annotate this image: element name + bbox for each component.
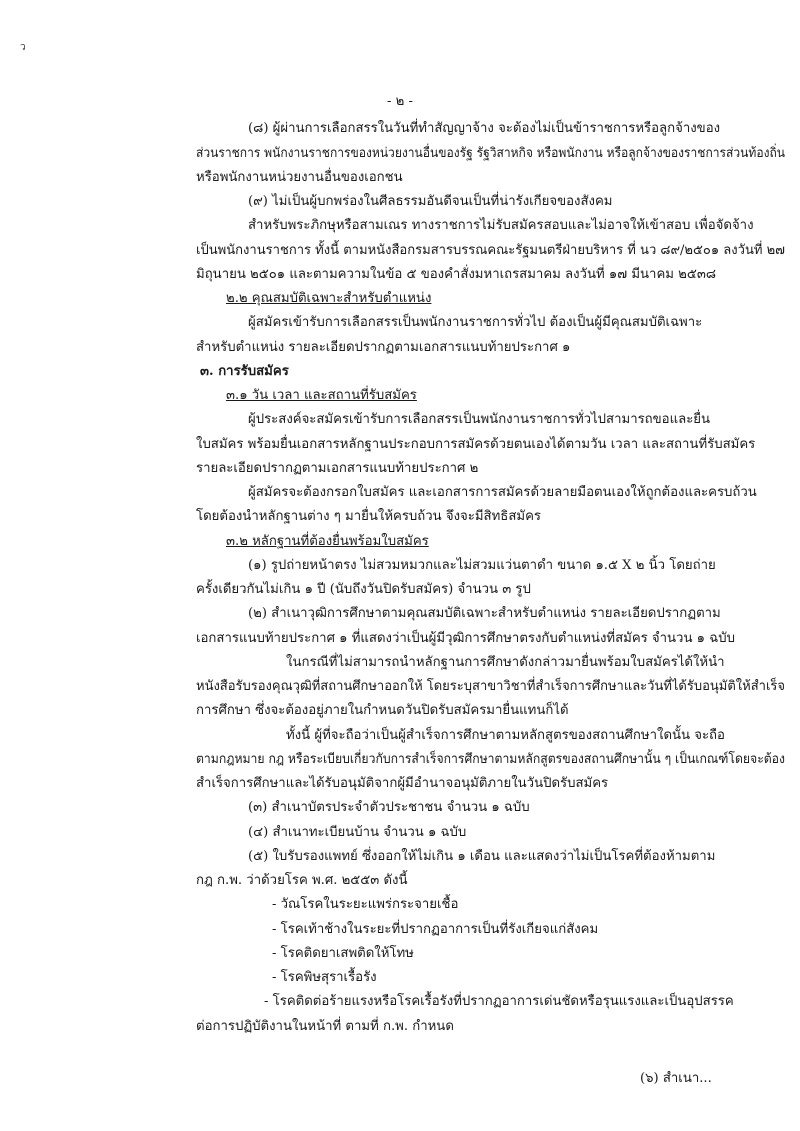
text-line: ทั้งนี้ ผู้ที่จะถือว่าเป็นผู้สำเร็จการศึกษาตามหลักสูตรของสถานศึกษาใดนั้น จะถือ	[286, 728, 725, 743]
text-line: ผู้สมัครจะต้องกรอกใบสมัคร และเอกสารการสมัครด้วยลายมือตนเองให้ถูกต้องและครบถ้วน	[248, 485, 757, 500]
section-heading: ๒.๒ คุณสมบัติเฉพาะสำหรับตำแหน่ง	[226, 291, 432, 306]
list-item: - โรคเท้าช้างในระยะที่ปรากฏอาการเป็นที่รังเกียจแก่สังคม	[272, 922, 599, 937]
text-line: ผู้สมัครเข้ารับการเลือกสรรเป็นพนักงานราชการทั่วไป ต้องเป็นผู้มีคุณสมบัติเฉพาะ	[248, 315, 703, 330]
list-item: - โรคติดยาเสพติดให้โทษ	[272, 946, 414, 961]
text-line: ต่อการปฏิบัติงานในหน้าที่ ตามที่ ก.พ. กำหนด	[196, 1019, 454, 1034]
text-line: มิถุนายน ๒๕๐๑ และตามความในข้อ ๕ ของคำสั่งมหาเถรสมาคม ลงวันที่ ๑๗ มีนาคม ๒๕๓๘	[196, 267, 717, 282]
list-item: - วัณโรคในระยะแพร่กระจายเชื้อ	[272, 897, 459, 912]
section-heading: ๓. การรับสมัคร	[200, 364, 289, 379]
text-line: สำหรับพระภิกษุหรือสามเณร ทางราชการไม่รับสมัครสอบและไม่อาจให้เข้าสอบ เพื่อจัดจ้าง	[248, 218, 754, 233]
text-line: โดยต้องนำหลักฐานต่าง ๆ มายื่นให้ครบถ้วน จึงจะมีสิทธิสมัคร	[196, 509, 541, 524]
text-line: ผู้ประสงค์จะสมัครเข้ารับการเลือกสรรเป็นพนักงานราชการทั่วไปสามารถขอและยื่น	[248, 412, 711, 427]
text-line: หนังสือรับรองคุณวุฒิที่สถานศึกษาออกให้ โดยระบุสาขาวิชาที่สำเร็จการศึกษาและวันที่ได้รับอนุมัติให้สำเร็จ	[196, 679, 785, 694]
text-line: สำหรับตำแหน่ง รายละเอียดปรากฏตามเอกสารแนบท้ายประกาศ ๑	[196, 340, 571, 355]
text-line: (๔) สำเนาทะเบียนบ้าน จำนวน ๑ ฉบับ	[248, 825, 467, 840]
section-heading: ๓.๒ หลักฐานที่ต้องยื่นพร้อมใบสมัคร	[226, 534, 429, 549]
text-line: (๘) ผู้ผ่านการเลือกสรรในวันที่ทำสัญญาจ้าง จะต้องไม่เป็นข้าราชการหรือลูกจ้างของ	[248, 121, 721, 136]
text-line: เป็นพนักงานราชการ ทั้งนี้ ตามหนังสือกรมสารบรรณคณะรัฐมนตรีฝ่ายบริหาร ที่ นว ๘๙/๒๕๐๑ ลงวันที่ ๒๗	[196, 243, 785, 258]
text-line: (๒) สำเนาวุฒิการศึกษาตามคุณสมบัติเฉพาะสำหรับตำแหน่ง รายละเอียดปรากฏตาม	[248, 606, 721, 621]
text-line: ในกรณีที่ไม่สามารถนำหลักฐานการศึกษาดังกล่าวมายื่นพร้อมใบสมัครได้ให้นำ	[286, 655, 725, 670]
page-number: - ๒ -	[387, 94, 413, 109]
text-line: ใบสมัคร พร้อมยื่นเอกสารหลักฐานประกอบการสมัครด้วยตนเองได้ตามวัน เวลา และสถานที่รับสมัคร	[196, 437, 756, 452]
corner-mark: ว	[20, 42, 26, 53]
text-line: ตามกฎหมาย กฎ หรือระเบียบเกี่ยวกับการสำเร็จการศึกษาตามหลักสูตรของสถานศึกษานั้น ๆ เป็นเกณฑ์โดยจะต้อง	[196, 752, 785, 767]
text-line: รายละเอียดปรากฏตามเอกสารแนบท้ายประกาศ ๒	[196, 461, 479, 476]
text-line: ส่วนราชการ พนักงานราชการของหน่วยงานอื่นของรัฐ รัฐวิสาหกิจ หรือพนักงาน หรือลูกจ้างของราชการส่วนท้องถิ่น	[196, 146, 785, 161]
list-item: - โรคพิษสุราเรื้อรัง	[272, 970, 377, 985]
text-line: หรือพนักงานหน่วยงานอื่นของเอกชน	[196, 170, 403, 185]
text-line: (๙) ไม่เป็นผู้บกพร่องในศีลธรรมอันดีจนเป็นที่น่ารังเกียจของสังคม	[248, 194, 613, 209]
text-line: (๑) รูปถ่ายหน้าตรง ไม่สวมหมวกและไม่สวมแว่นตาดำ ขนาด ๑.๕ X ๒ นิ้ว โดยถ่าย	[248, 558, 716, 573]
text-line: สำเร็จการศึกษาและได้รับอนุมัติจากผู้มีอำนาจอนุมัติภายในวันปิดรับสมัคร	[196, 776, 609, 791]
list-item: - โรคติดต่อร้ายแรงหรือโรคเรื้อรังที่ปรากฏอาการเด่นชัดหรือรุนแรงและเป็นอุปสรรค	[264, 994, 734, 1009]
continuation-note: (๖) สำเนา...	[640, 1071, 712, 1086]
section-heading: ๓.๑ วัน เวลา และสถานที่รับสมัคร	[226, 388, 417, 403]
text-line: (๕) ใบรับรองแพทย์ ซึ่งออกให้ไม่เกิน ๑ เดือน และแสดงว่าไม่เป็นโรคที่ต้องห้ามตาม	[248, 849, 716, 864]
text-line: กฎ ก.พ. ว่าด้วยโรค พ.ศ. ๒๕๕๓ ดังนี้	[196, 873, 408, 888]
text-line: การศึกษา ซึ่งจะต้องอยู่ภายในกำหนดวันปิดรับสมัครมายื่นแทนก็ได้	[196, 703, 569, 718]
text-line: ครั้งเดียวกันไม่เกิน ๑ ปี (นับถึงวันปิดรับสมัคร) จำนวน ๓ รูป	[196, 582, 531, 597]
text-line: (๓) สำเนาบัตรประจำตัวประชาชน จำนวน ๑ ฉบับ	[248, 800, 530, 815]
text-line: เอกสารแนบท้ายประกาศ ๑ ที่แสดงว่าเป็นผู้มีวุฒิการศึกษาตรงกับตำแหน่งที่สมัคร จำนวน ๑ ฉบับ	[196, 631, 735, 646]
